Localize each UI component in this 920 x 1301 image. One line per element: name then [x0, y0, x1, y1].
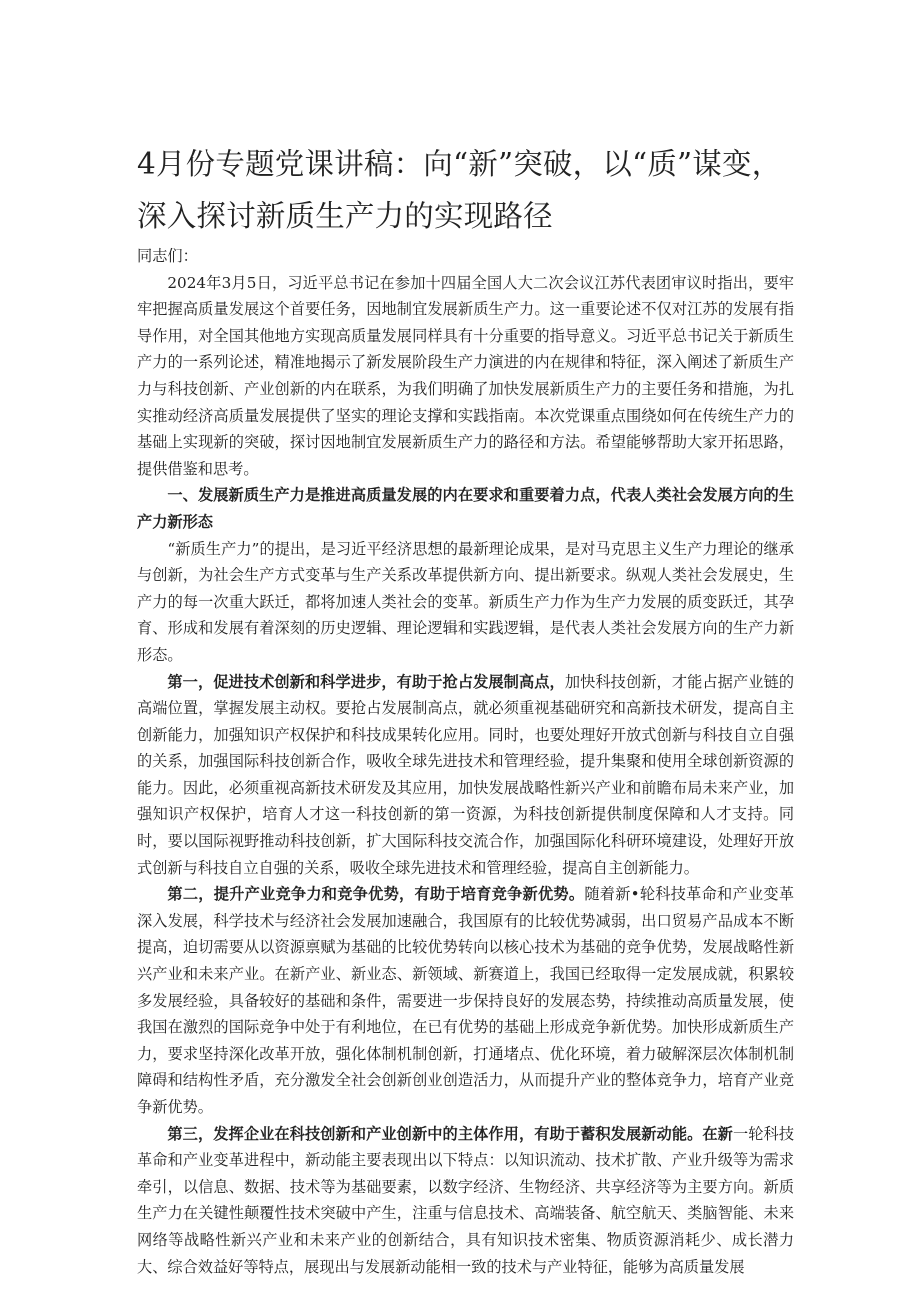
- intro-paragraph: 2024年3月5日，习近平总书记在参加十四届全国人大二次会议江苏代表团审议时指出，要牢牢把握高质量发展这个首要任务，因地制宜发展新质生产力。这一重要论述不仅对江苏的发展有指导作用，对全国其他地方实现高质量发展同样具有十分重要的指导意义。习近平总书记关于新质生产力的一系列论述，精准地揭示了新发展阶段生产力演进的内在规律和特征，深入阐述了新质生产力与科技创新、产业创新的内在联系，为我们明确了加快发展新质生产力的主要任务和措施，为扎实推动经济高质量发展提供了坚实的理论支撑和实践指南。本次党课重点围绕如何在传统生产力的基础上实现新的突破，探讨因地制宜发展新质生产力的路径和方法。希望能够帮助大家开拓思路，提供借鉴和思考。: [137, 273, 794, 478]
- section-1-paragraph: “新质生产力”的提出，是习近平经济思想的最新理论成果，是对马克思主义生产力理论的继承与创新，为社会生产方式变革与生产关系改革提供新方向、提出新要求。纵观人类社会发展史，生产力的每一次重大跃迁，都将加速人类社会的变革。新质生产力作为生产力发展的质变跃迁，其孕育、形成和发展有着深刻的历史逻辑、理论逻辑和实践逻辑，是代表人类社会发展方向的生产力新形态。: [137, 539, 794, 664]
- document-title: [137, 138, 797, 242]
- point-1-text: 加快科技创新，才能占据产业链的高端位置，掌握发展主动权。要抢占发展制高点，就必须重视基础研究和高新技术研发，提高自主创新能力，加强知识产权保护和科技成果转化应用。同时，也要处理好开放式创新与科技自立自强的关系，加强国际科技创新合作，吸收全球先进技术和管理经验，提升集聚和使用全球创新资源的能力。因此，必须重视高新技术研发及其应用，加快发展战略性新兴产业和前瞻布局未来产业，加强知识产权保护，培育人才这一科技创新的第一资源，为科技创新提供制度保障和人才支持。同时，要以国际视野推动科技创新，扩大国际科技交流合作，加强国际化科研环境建设，处理好开放式创新与科技自立自强的关系，吸收全球先进技术和管理经验，提高自主创新能力。: [137, 672, 795, 877]
- point-2-paragraph: [137, 881, 794, 1120]
- point-1-paragraph: [137, 669, 794, 882]
- salutation: 同志们：: [137, 247, 198, 265]
- point-3-paragraph: [137, 1121, 794, 1281]
- point-3-text: 一轮科技革命和产业变革进程中，新动能主要表现出以下特点：以知识流动、技术扩散、产业升级等为需求牵引，以信息、数据、技术等为基础要素，以数字经济、生物经济、共享经济等为主要方向。新质生产力在关键性颠覆性技术突破中产生，注重与信息技术、高端装备、航空航天、类脑智能、未来网络等战略性新兴产业和未来产业的创新结合，具有知识技术密集、物质资源消耗少、成长潜力大、综合效益好等特点，展现出与发展新动能相一致的技术与产业特征，能够为高质量发展: [137, 1124, 795, 1276]
- point-2-lead: 第二，提升产业竞争力和竞争优势，有助于培育竞争新优势。: [167, 885, 585, 904]
- title-line-1: 4月份专题党课讲稿：向“新”突破，以“质”谋变，: [137, 147, 782, 181]
- point-1-lead: 第一，促进技术创新和科学进步，有助于抢占发展制高点，: [167, 672, 565, 691]
- point-3-lead: 第三，发挥企业在科技创新和产业创新中的主体作用，有助于蓄积发展新动能。在新: [167, 1124, 733, 1143]
- title-line-2: 深入探讨新质生产力的实现路径: [137, 199, 553, 233]
- document-body: [137, 243, 794, 1280]
- section-1-heading: 一、发展新质生产力是推进高质量发展的内在要求和重要着力点，代表人类社会发展方向的生产力新形态: [137, 486, 794, 531]
- point-2-text: 随着新•轮科技革命和产业变革深入发展，科学技术与经济社会发展加速融合，我国原有的比较优势减弱，出口贸易产品成本不断提高，迫切需要从以资源禀赋为基础的比较优势转向以核心技术为基础的竞争优势，发展战略性新兴产业和未来产业。在新产业、新业态、新领域、新赛道上，我国已经取得一定发展成就，积累较多发展经验，具备较好的基础和条件，需要进一步保持良好的发展态势，持续推动高质量发展，使我国在激烈的国际竞争中处于有利地位，在已有优势的基础上形成竞争新优势。加快形成新质生产力，要求坚持深化改革开放，强化体制机制创新，打通堵点、优化环境，着力破解深层次体制机制障碍和结构性矛盾，充分激发全社会创新创业创造活力，从而提升产业的整体竞争力，培育产业竞争新优势。: [137, 885, 795, 1116]
